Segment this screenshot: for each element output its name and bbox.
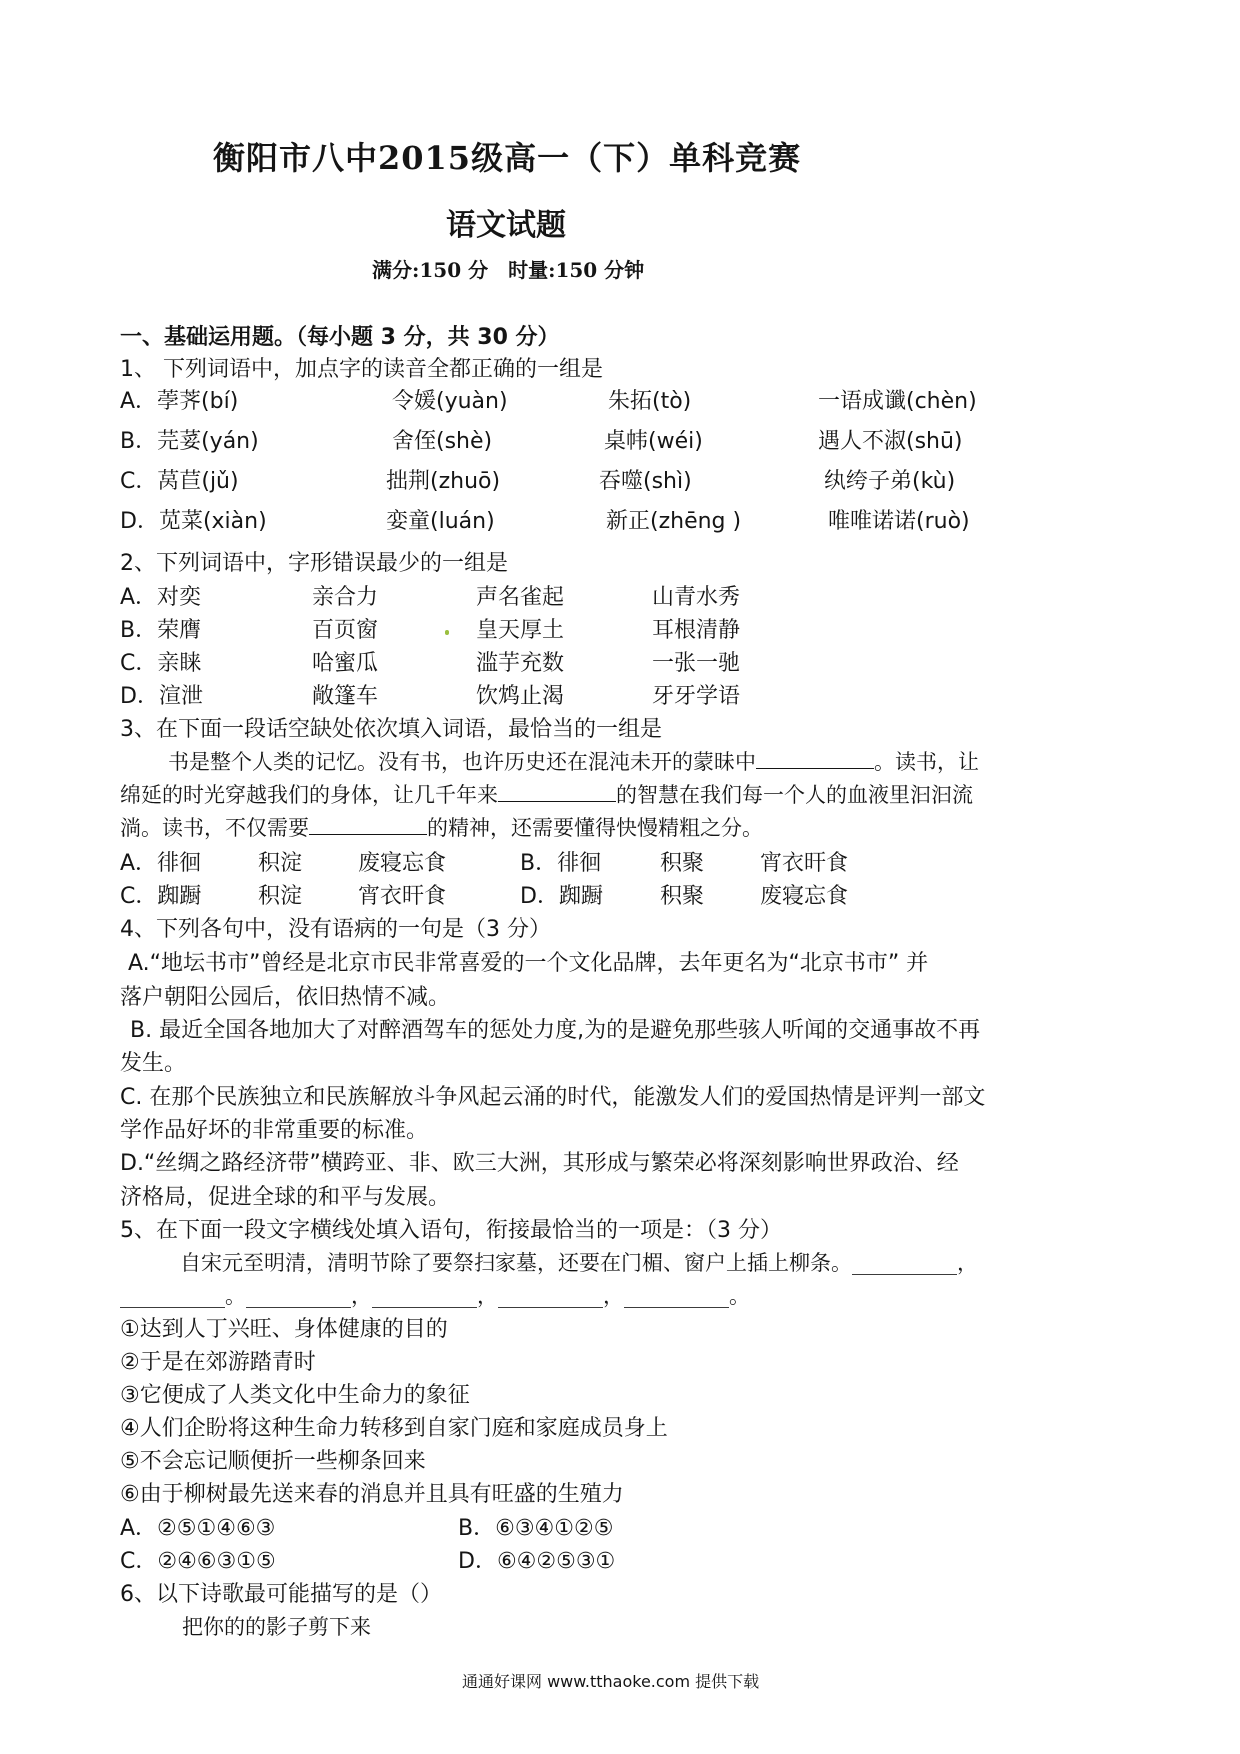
q2-option-a-word2: 亲合力 (312, 585, 379, 610)
q3-option-c-word2: 积淀 (258, 884, 303, 909)
q5-stem: 5、在下面一段文字横线处填入语句，衔接最恰当的一项是：（3 分） (120, 1218, 782, 1243)
q2-option-b: B．荣膺 (120, 618, 202, 643)
q3-passage-line1: 书是整个人类的记忆。没有书，也许历史还在混沌未开的蒙昧中 。读书，让 (168, 750, 979, 774)
scan-speck (445, 630, 449, 635)
q2-option-c-word2: 哈蜜瓜 (312, 651, 379, 676)
q2-option-d-word4: 牙牙学语 (652, 684, 741, 709)
q2-option-d-word3: 饮鸩止渴 (476, 684, 565, 709)
q2-option-c: C．亲睐 (120, 651, 202, 676)
q5-item-1: ①达到人丁兴旺、身体健康的目的 (120, 1317, 448, 1342)
q5-item-5: ⑤不会忘记顺便折一些柳条回来 (120, 1449, 426, 1474)
q5-option-d: D．⑥④②⑤③① (458, 1549, 616, 1574)
q2-option-b-word2: 百页窗 (312, 618, 379, 643)
q4-option-a-line1: A.“地坛书市”曾经是北京市民非常喜爱的一个文化品牌，去年更名为“北京书市” 并 (128, 951, 929, 976)
q3-stem: 3、在下面一段话空缺处依次填入词语，最恰当的一组是 (120, 717, 662, 742)
section-heading: 一、基础运用题。（每小题 3 分，共 30 分） (120, 325, 560, 350)
q1-option-c-word4: 纨绔子弟(kù) (824, 469, 956, 494)
q4-option-d-line1: D.“丝绸之路经济带”横跨亚、非、欧三大洲，其形成与繁荣必将深刻影响世界政治、经 (120, 1151, 959, 1176)
q2-option-d: D．渲泄 (120, 684, 203, 709)
q5-item-2: ②于是在郊游踏青时 (120, 1350, 316, 1375)
q2-option-b-word4: 耳根清静 (652, 618, 741, 643)
q2-option-c-word4: 一张一驰 (652, 651, 741, 676)
q3-option-a: A．徘徊 (120, 851, 202, 876)
q3-option-b-word3: 宵衣旰食 (760, 851, 849, 876)
q4-option-c-line2: 学作品好坏的非常重要的标准。 (120, 1118, 429, 1143)
q5-item-4: ④人们企盼将这种生命力转移到自家门庭和家庭成员身上 (120, 1416, 668, 1441)
q6-poem-line1: 把你的的影子剪下来 (182, 1615, 371, 1639)
q1-option-d-word2: 娈童(luán) (386, 509, 495, 534)
q1-option-c-word3: 吞噬(shì) (599, 469, 692, 494)
q1-option-c-word2: 拙荆(zhuō) (386, 469, 501, 494)
q1-option-b: B．芫荽(yán) (120, 429, 259, 454)
q3-option-d-word3: 废寝忘食 (760, 884, 849, 909)
q5-option-b: B．⑥③④①②⑤ (458, 1516, 614, 1541)
q2-option-a-word4: 山青水秀 (652, 585, 741, 610)
q1-option-b-word2: 舍侄(shè) (392, 429, 493, 454)
q4-option-b-line2: 发生。 (120, 1051, 187, 1076)
q2-option-a: A．对奕 (120, 585, 202, 610)
q2-option-a-word3: 声名雀起 (476, 585, 565, 610)
q3-option-b-word2: 积聚 (660, 851, 705, 876)
q3-option-b: B．徘徊 (520, 851, 602, 876)
q1-option-a-word2: 令媛(yuàn) (392, 389, 508, 414)
q6-stem: 6、以下诗歌最可能描写的是（） (120, 1582, 442, 1607)
q5-passage-line1: 自宋元至明清，清明节除了要祭扫家墓，还要在门楣、窗户上插上柳条。__________， (180, 1251, 978, 1275)
q2-option-d-word2: 敞篷车 (312, 684, 379, 709)
exam-title: 衡阳市八中2015级高一（下）单科竞赛 (213, 139, 802, 177)
q5-item-3: ③它便成了人类文化中生命力的象征 (120, 1383, 470, 1408)
q1-option-d: D．苋菜(xiàn) (120, 509, 267, 534)
q1-option-a-word4: 一语成谶(chèn) (818, 389, 977, 414)
q3-option-c-word3: 宵衣旰食 (358, 884, 447, 909)
q1-option-a: A．荸荠(bí) (120, 389, 239, 414)
q3-option-c: C．踟蹰 (120, 884, 202, 909)
q4-option-d-line2: 济格局，促进全球的和平与发展。 (120, 1185, 451, 1210)
q3-blank-2[interactable] (498, 783, 616, 802)
q1-stem: 1、 下列词语中，加点字的读音全都正确的一组是 (120, 357, 603, 382)
q1-option-c: C．莴苣(jǔ) (120, 469, 239, 494)
page-footer: 通通好课网 www.tthaoke.com 提供下载 (462, 1672, 760, 1691)
score-and-time: 满分:150 分 时量:150 分钟 (372, 258, 645, 282)
q3-passage-line2: 绵延的时光穿越我们的身体，让几千年来 的智慧在我们每一个人的血液里汩汩流 (120, 783, 973, 807)
q1-option-a-word3: 朱拓(tò) (608, 389, 692, 414)
q4-stem: 4、下列各句中，没有语病的一句是（3 分） (120, 917, 551, 942)
q1-option-b-word3: 桌帏(wéi) (604, 429, 703, 454)
q2-option-b-word3: 皇天厚土 (476, 618, 565, 643)
q5-option-a: A．②⑤①④⑥③ (120, 1516, 276, 1541)
exam-subtitle: 语文试题 (446, 208, 566, 243)
q1-option-d-word3: 新正(zhēng ) (606, 509, 742, 534)
q2-option-c-word3: 滥芋充数 (476, 651, 565, 676)
q4-option-b-line1: B. 最近全国各地加大了对醉酒驾车的惩处力度,为的是避免那些骇人听闻的交通事故不再 (130, 1018, 981, 1043)
q3-option-d: D．踟蹰 (520, 884, 603, 909)
q3-option-a-word3: 废寝忘食 (358, 851, 447, 876)
q4-option-a-line2: 落户朝阳公园后，依旧热情不减。 (120, 985, 451, 1010)
q3-passage-line3: 淌。读书，不仅需要 的精神，还需要懂得快慢精粗之分。 (120, 816, 763, 840)
q2-stem: 2、下列词语中，字形错误最少的一组是 (120, 551, 508, 576)
q5-item-6: ⑥由于柳树最先送来春的消息并且具有旺盛的生殖力 (120, 1482, 624, 1507)
q3-option-d-word2: 积聚 (660, 884, 705, 909)
q3-blank-3[interactable] (309, 816, 427, 835)
q3-option-a-word2: 积淀 (258, 851, 303, 876)
q5-option-c: C．②④⑥③①⑤ (120, 1549, 276, 1574)
q1-option-d-word4: 唯唯诺诺(ruò) (828, 509, 970, 534)
q1-option-b-word4: 遇人不淑(shū) (818, 429, 963, 454)
q5-passage-line2: __________。__________，__________，__________，__________。 (120, 1284, 750, 1308)
q4-option-c-line1: C. 在那个民族独立和民族解放斗争风起云涌的时代，能激发人们的爱国热情是评判一部文 (120, 1085, 986, 1110)
q3-blank-1[interactable] (756, 750, 874, 769)
